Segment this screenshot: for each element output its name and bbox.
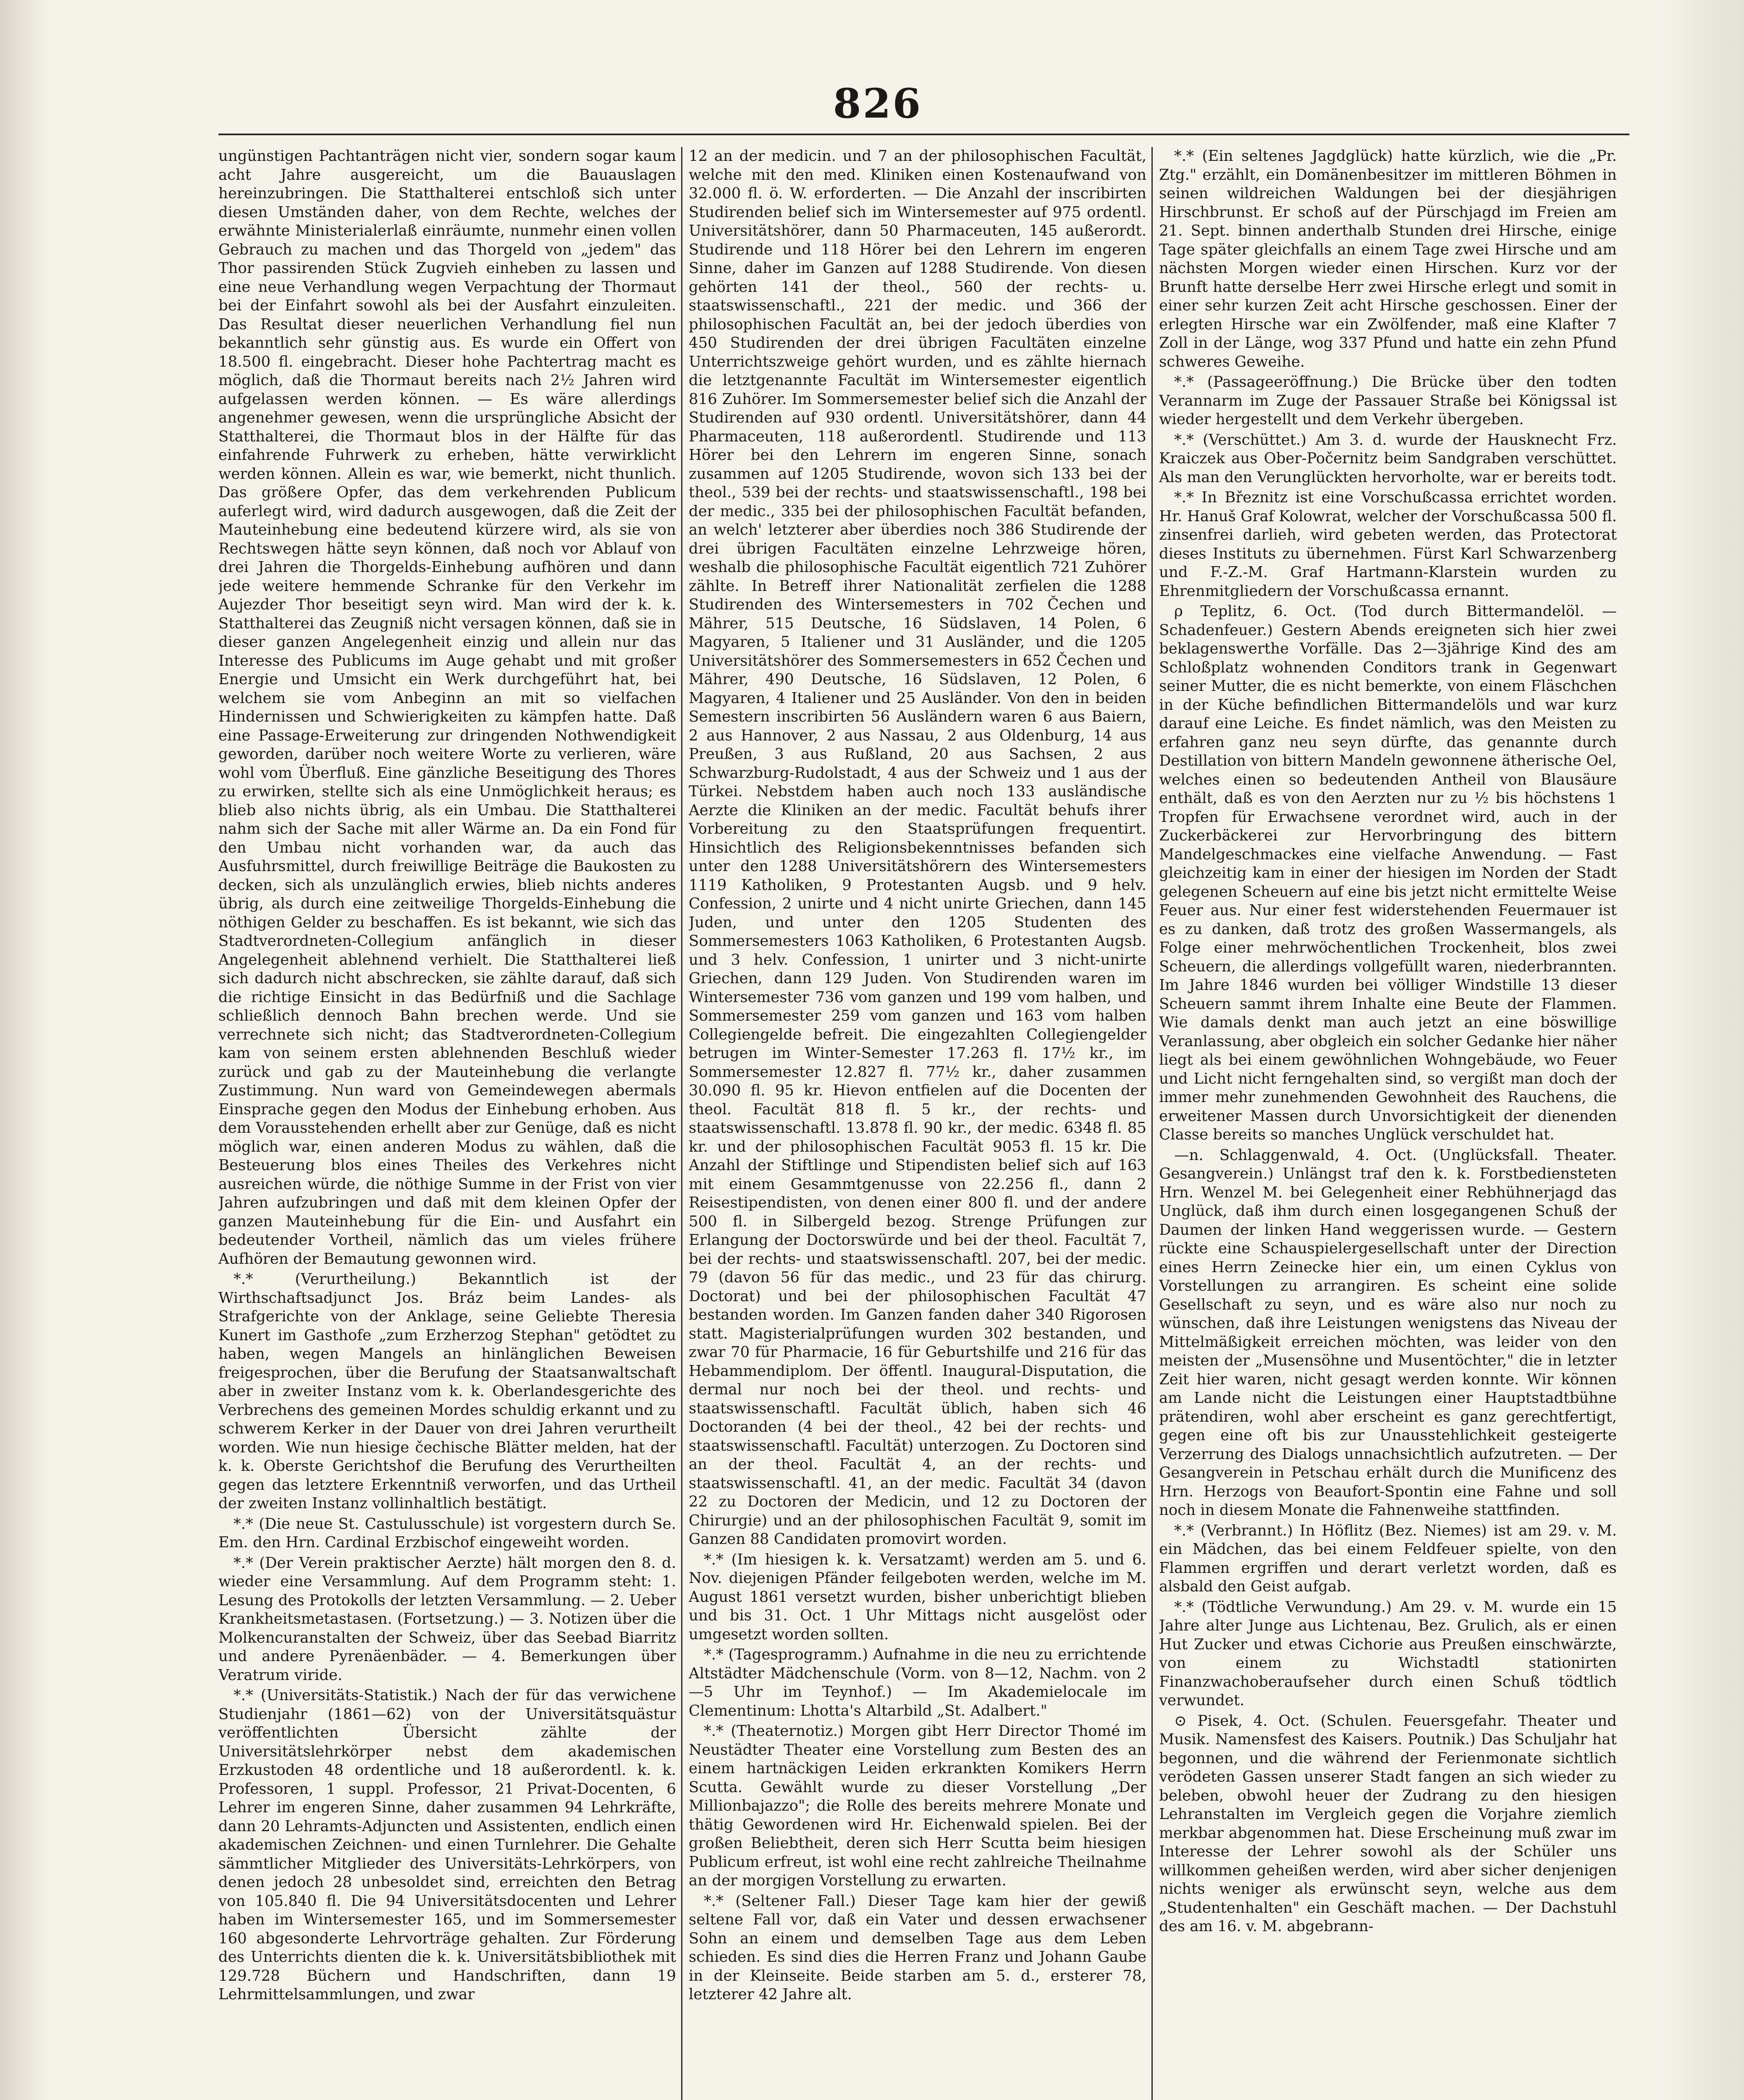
column-1 [218, 147, 676, 2100]
article-text: *.* (Passageeröffnung.) Die Brücke über den todten Verannarm im Zuge der Passauer Straße bei Königssal ist wieder hergestellt und dem Verkehr übergeben. [1159, 373, 1617, 428]
article-text: *.* (Verurtheilung.) Bekanntlich ist der Wirthschaftsadjunct Jos. Bráz beim Landes- als Strafgerichte von der Anklage, seine Geliebte Theresia Kunert im Gasthofe „zum Erzherzog Stephan" getödtet zu haben, wegen Mangels an hinlänglichen Beweisen freigesprochen, über die Berufung der Staatsanwaltschaft aber in zweiter Instanz vom k. k. Oberlandesgerichte des Verbrechens des gemeinen Mordes schuldig erkannt und zu schwerem Kerker in der Dauer von drei Jahren verurtheilt worden. Wie nun hiesige čechische Blätter melden, hat der k. k. Oberste Gerichtshof die Berufung des Verurtheilten gegen das letztere Erkenntniß verworfen, und das Urtheil der zweiten Instanz vollinhaltlich bestätigt. [218, 1270, 676, 1512]
page-binding-shadow [0, 0, 50, 2100]
article-text: ⊙ Pisek, 4. Oct. (Schulen. Feuersgefahr. Theater und Musik. Namensfest des Kaisers. Poutnik.) Das Schuljahr hat begonnen, und die während der Ferienmonate sichtlich verödeten Gassen unserer Stadt fangen an sich wieder zu beleben, obwohl heuer der Zudrang zu den hiesigen Lehranstalten im Vergleich gegen die Vorjahre ziemlich merkbar abgenommen hat. Diese Erscheinung muß zwar im Interesse der Lehrer sowohl als der Schüler uns willkommen geheißen werden, wird aber sicher denjenigen nichts weniger als erwünscht seyn, welche aus dem „Studentenhalten" ein Geschäft machen. — Der Dachstuhl des am 16. v. M. abgebrann- [1159, 1712, 1617, 1935]
page-edge-shadow [1660, 0, 1744, 2100]
column-rule [681, 147, 682, 2100]
article-text: —n. Schlaggenwald, 4. Oct. (Unglücksfall. Theater. Gesangverein.) Unlängst traf den k. k. Forstbediensteten Hrn. Wenzel M. bei Gelegenheit einer Rebhühnerjagd das Unglück, daß ihm durch einen losgegangenen Schuß der Daumen der linken Hand weggerissen wurde. — Gestern rückte eine Schauspielergesellschaft unter der Direction eines Herrn Zeinecke hier ein, um einen Cyklus von Vorstellungen zu arrangiren. Es scheint eine solide Gesellschaft zu seyn, und es wäre also nur noch zu wünschen, daß ihre Leistungen wenigstens das Niveau der Mittelmäßigkeit erreichen möchten, was leider von den meisten der „Musensöhne und Musentöchter," die in letzter Zeit hier waren, nicht gesagt werden konnte. Wir können am Lande nicht die Leistungen einer Hauptstadtbühne prätendiren, wohl aber erscheint es ganz gerechtfertigt, gegen eine oft bis zur Unausstehlichkeit gesteigerte Verzerrung des Dialogs unnachsichtlich aufzutreten. — Der Gesangverein in Petschau erhält durch die Munificenz des Hrn. Herzogs von Beaufort-Spontin eine Fahne und soll noch in diesem Monate die Fahnenweihe stattfinden. [1159, 1146, 1617, 1519]
article-text: *.* (Verschüttet.) Am 3. d. wurde der Hausknecht Frz. Kraiczek aus Ober-Počernitz beim Sandgraben verschüttet. Als man den Verunglückten hervorholte, war er bereits todt. [1159, 431, 1617, 486]
article-text: *.* In Březnitz ist eine Vorschußcassa errichtet worden. Hr. Hanuš Graf Kolowrat, welcher der Vorschußcassa 500 fl. zinsenfrei darlieh, wird gebeten werden, das Protectorat dieses Instituts zu übernehmen. Fürst Karl Schwarzenberg und F.-Z.-M. Graf Hartmann-Klarstein wurden zu Ehrenmitgliedern der Vorschußcassa ernannt. [1159, 489, 1617, 600]
article-text: *.* (Ein seltenes Jagdglück) hatte kürzlich, wie die „Pr. Ztg." erzählt, ein Domänenbesitzer im mittleren Böhmen in seinen wildreichen Waldungen bei der diesjährigen Hirschbrunst. Er schoß auf der Pürschjagd im Freien am 21. Sept. binnen anderthalb Stunden drei Hirsche, einige Tage später gleichfalls an einem Tage zwei Hirsche und am nächsten Morgen wieder einen Hirschen. Kurz vor der Brunft hatte derselbe Herr zwei Hirsche erlegt und somit in einer sehr kurzen Zeit acht Hirsche geschossen. Einer der erlegten Hirsche war ein Zwölfender, maß eine Klafter 7 Zoll in der Länge, wog 337 Pfund und hatte ein zehn Pfund schweres Geweihe. [1159, 147, 1617, 370]
page-number: 826 [833, 80, 923, 127]
column-rule [1151, 147, 1153, 2100]
article-text: *.* (Universitäts-Statistik.) Nach der für das verwichene Studienjahr (1861—62) von der Universitätsquästur veröffentlichten Übersicht zählte der Universitätslehrkörper nebst dem akademischen Erzkustoden 48 ordentliche und 18 außerordentl. k. k. Professoren, 1 suppl. Professor, 21 Privat-Docenten, 6 Lehrer im engeren Sinne, daher zusammen 94 Lehrkräfte, dann 20 Lehramts-Adjuncten und Assistenten, endlich einen akademischen Zeichnen- und einen Turnlehrer. Die Gehalte sämmtlicher Mitglieder des Universitäts-Lehrkörpers, von denen jedoch 28 unbesoldet sind, erreichten den Betrag von 105.840 fl. Die 94 Universitätsdocenten und Lehrer haben im Wintersemester 165, und im Sommersemester 160 abgesonderte Lehrvorträge gehalten. Zur Förderung des Unterrichts dienten die k. k. Universitätsbibliothek mit 129.728 Büchern und Handschriften, dann 19 Lehrmittelsammlungen, und zwar [218, 1687, 676, 2003]
article-text: 12 an der medicin. und 7 an der philosophischen Facultät, welche mit den med. Kliniken einen Kostenaufwand von 32.000 fl. ö. W. erforderten. — Die Anzahl der inscribirten Studirenden belief sich im Wintersemester auf 975 ordentl. Universitätshörer, dann 50 Pharmaceuten, 145 außerordt. Studirende und 118 Hörer bei den Lehrern im engeren Sinne, daher im Ganzen auf 1288 Studirende. Von diesen gehörten 141 der theol., 560 der rechts- u. staatswissenschaftl., 221 der medic. und 366 der philosophischen Facultät an, bei der jedoch überdies von 450 Studirenden der drei übrigen Facultäten einzelne Unterrichtszweige gehört wurden, und es zählte hiernach die letztgenannte Facultät im Wintersemester eigentlich 816 Zuhörer. Im Sommersemester belief sich die Anzahl der Studirenden auf 930 ordentl. Universitätshörer, dann 44 Pharmaceuten, 118 außerordentl. Studirende und 113 Hörer bei den Lehrern im engeren Sinne, sonach zusammen auf 1205 Studirende, wovon sich 133 bei der theol., 539 bei der rechts- und staatswissenschaftl., 198 bei der medic., 335 bei der philosophischen Facultät befanden, an welch' letzterer aber überdies noch 386 Studirende der drei übrigen Facultäten einzelne Lehrzweige hören, weshalb die philosophische Facultät eigentlich 721 Zuhörer zählte. In Betreff ihrer Nationalität zerfielen die 1288 Studirenden des Wintersemesters in 702 Čechen und Mährer, 515 Deutsche, 16 Südslaven, 14 Polen, 6 Magyaren, 5 Italiener und 31 Ausländer, und die 1205 Universitätshörer des Sommersemesters in 652 Čechen und Mährer, 490 Deutsche, 16 Südslaven, 12 Polen, 6 Magyaren, 4 Italiener und 25 Ausländer. Von den in beiden Semestern inscribirten 56 Ausländern waren 6 aus Baiern, 2 aus Hannover, 2 aus Nassau, 2 aus Oldenburg, 14 aus Preußen, 3 aus Rußland, 20 aus Sachsen, 2 aus Schwarzburg-Rudolstadt, 4 aus der Schweiz und 1 aus der Türkei. Nebstdem haben auch noch 133 ausländische Aerzte die Kliniken an der medic. Facultät behufs ihrer Vorbereitung zu den Staatsprüfungen frequentirt. Hinsichtlich des Religionsbekenntnisses befanden sich unter den 1288 Universitätshörern des Wintersemesters 1119 Katholiken, 9 Protestanten Augsb. und 9 helv. Confession, 2 unirte und 4 nicht unirte Griechen, dann 145 Juden, und unter den 1205 Studenten des Sommersemesters 1063 Katholiken, 6 Protestanten Augsb. und 3 helv. Confession, 1 unirter und 3 nicht-unirte Griechen, dann 129 Juden. Von Studirenden waren im Wintersemester 736 vom ganzen und 199 vom halben, und Sommersemester 259 vom ganzen und 163 vom halben Collegiengelde befreit. Die eingezahlten Collegiengelder betrugen im Winter-Semester 17.263 fl. 17½ kr., im Sommersemester 12.827 fl. 77½ kr., daher zusammen 30.090 fl. 95 kr. Hievon entfielen auf die Docenten der theol. Facultät 818 fl. 5 kr., der rechts- und staatswissenschaftl. 13.878 fl. 90 kr., der medic. 6348 fl. 85 kr. und der philosophischen Facultät 9053 fl. 15 kr. Die Anzahl der Stiftlinge und Stipendisten belief sich auf 163 mit einem Gesammtgenusse von 22.256 fl., dann 2 Reisestipendisten, von denen einer 800 fl. und der andere 500 fl. in Silbergeld bezog. Strenge Prüfungen zur Erlangung der Doctorswürde und bei der theol. Facultät 7, bei der rechts- und staatswissenschaftl. 207, bei der medic. 79 (davon 56 für das medic., und 23 für das chirurg. Doctorat) und bei der philosophischen Facultät 47 bestanden worden. Im Ganzen fanden daher 340 Rigorosen statt. Magisterialprüfungen wurden 302 bestanden, und zwar 70 für Pharmacie, 16 für Geburtshilfe und 216 für das Hebammendiplom. Der öffentl. Inaugural-Disputation, die dermal nur noch bei der theol. und rechts- und staatswissenschaftl. Facultät üblich, haben sich 46 Doctoranden (4 bei der theol., 42 bei der rechts- und staatswissenschaftl. Facultät) unterzogen. Zu Doctoren sind an der theol. Facultät 4, an der rechts- und staatswissenschaftl. 41, an der medic. Facultät 34 (davon 22 zu Doctoren der Medicin, und 12 zu Doctoren der Chirurgie) und an der philosophischen Facultät 9, somit im Ganzen 88 Candidaten promovirt worden. [689, 147, 1146, 1548]
article-text: *.* (Verbrannt.) In Höflitz (Bez. Niemes) ist am 29. v. M. ein Mädchen, das bei einem Feldfeuer spielte, von den Flammen ergriffen und derart verletzt worden, daß es alsbald den Geist aufgab. [1159, 1522, 1617, 1595]
article-text: *.* (Der Verein praktischer Aerzte) hält morgen den 8. d. wieder eine Versammlung. Auf dem Programm steht: 1. Lesung des Protokolls der letzten Versammlung. — 2. Ueber Krankheitsmetastasen. (Fortsetzung.) — 3. Notizen über die Molkencuranstalten der Schweiz, über das Seebad Biarritz und andere Pyrenäenbäder. — 4. Bemerkungen über Veratrum viride. [218, 1554, 676, 1684]
article-text: *.* (Im hiesigen k. k. Versatzamt) werden am 5. und 6. Nov. diejenigen Pfänder feilgeboten werden, welche im M. August 1861 versetzt wurden, bisher unberichtigt blieben und bis 31. Oct. 1 Uhr Mittags nicht ausgelöst oder umgesetzt worden sollten. [689, 1551, 1146, 1643]
article-text: ρ Teplitz, 6. Oct. (Tod durch Bittermandelöl. — Schadenfeuer.) Gestern Abends ereigneten sich hier zwei beklagenswerthe Vorfälle. Das 2—3jährige Kind des am Schloßplatz wohnenden Conditors trank in Gegenwart seiner Mutter, die es nicht bemerkte, von einem Fläschchen in der Küche befindlichen Bittermandelöls und war kurz darauf eine Leiche. Es findet nämlich, was den Meisten zu erfahren ganz neu seyn dürfte, das genannte durch Destillation von bittern Mandeln gewonnene ätherische Oel, welches einen so bedeutenden Antheil von Blausäure enthält, daß es von den Aerzten nur zu ½ bis höchstens 1 Tropfen für Erwachsene verordnet wird, auch in der Zuckerbäckerei zur Hervorbringung des bittern Mandelgeschmackes eine vielfache Anwendung. — Fast gleichzeitig kam in einer der hiesigen im Norden der Stadt gelegenen Scheuern auf eine bis jetzt nicht ermittelte Weise Feuer aus. Nur einer fest widerstehenden Feuermauer ist es zu danken, daß trotz des großen Wassermangels, als Folge einer mehrwöchentlichen Trockenheit, blos zwei Scheuern, die allerdings vollgefüllt waren, niederbrannten. Im Jahre 1846 wurden bei völliger Windstille 13 dieser Scheuern sammt ihrem Inhalte eine Beute der Flammen. Wie damals denkt man auch jetzt an eine böswillige Veranlassung, aber obgleich ein solcher Gedanke hier näher liegt als bei einem gewöhnlichen Wohngebäude, wo Feuer und Licht nicht ferngehalten sind, so vergißt man doch der immer mehr zunehmenden Gewohnheit des Rauchens, die erweitener Massen durch Unvorsichtigkeit der dienenden Classe bereits so manches Unglück verschuldet hat. [1159, 603, 1617, 1143]
column-2 [689, 147, 1146, 2100]
article-text: *.* (Theaternotiz.) Morgen gibt Herr Director Thomé im Neustädter Theater eine Vorstellung zum Besten des an einem hartnäckigen Leiden erkrankten Komikers Herrn Scutta. Gewählt wurde zu dieser Vorstellung „Der Millionbajazzo"; die Rolle des bereits mehrere Monate und thätig Gewordenen wird Hr. Eichenwald spielen. Bei der großen Beliebtheit, deren sich Herr Scutta beim hiesigen Publicum erfreut, ist wohl eine recht zahlreiche Theilnahme an der morgigen Vorstellung zu erwarten. [689, 1722, 1146, 1889]
article-text: *.* (Seltener Fall.) Dieser Tage kam hier der gewiß seltene Fall vor, daß ein Vater und dessen erwachsener Sohn an einem und demselben Tage aus dem Leben schieden. Es sind dies die Herren Franz und Johann Gaube in der Kleinseite. Beide starben am 5. d., ersterer 78, letzterer 42 Jahre alt. [689, 1892, 1146, 2003]
article-text: ungünstigen Pachtanträgen nicht vier, sondern sogar kaum acht Jahre ausgereicht, um die Bauauslagen hereinzubringen. Die Statthalterei entschloß sich unter diesen Umständen daher, von dem Rechte, welches der erwähnte Ministerialerlaß einräumte, nunmehr einen vollen Gebrauch zu machen und das Thorgeld von „jedem" das Thor passirenden Stück Zugvieh einheben zu lassen und eine neue Verhandlung wegen Verpachtung der Thormaut bei der Einfahrt sowohl als bei der Ausfahrt einzuleiten. Das Resultat dieser neuerlichen Verhandlung fiel nun bekanntlich sehr günstig aus. Es wurde ein Offert von 18.500 fl. eingebracht. Dieser hohe Pachtertrag macht es möglich, daß die Thormaut bereits nach 2½ Jahren wird aufgelassen werden können. — Es wäre allerdings angenehmer gewesen, wenn die ursprüngliche Absicht der Statthalterei, die Thormaut blos in der Hälfte für das einfahrende Fuhrwerk zu erheben, hätte verwirklicht werden können. Allein es war, wie bemerkt, nicht thunlich. Das größere Opfer, das dem verkehrenden Publicum auferlegt wird, wird dadurch ausgewogen, daß die Zeit der Mauteinhebung eine bedeutend kürzere wird, als sie von Rechtswegen hätte seyn können, daß noch vor Ablauf von drei Jahren die Thorgelds-Einhebung aufhören und dann jede weitere hemmende Schranke für den Verkehr im Aujezder Thor beseitigt seyn wird. Man wird der k. k. Statthalterei das Zeugniß nicht versagen können, daß sie in dieser ganzen Angelegenheit einzig und allein nur das Interesse des Publicums im Auge gehabt und mit großer Energie und Umsicht ein Werk durchgeführt hat, bei welchem sie vom Anbeginn an mit so vielfachen Hindernissen und Schwierigkeiten zu kämpfen hatte. Daß eine Passage-Erweiterung zur dringenden Nothwendigkeit geworden, darüber noch weitere Worte zu verlieren, wäre wohl vom Überfluß. Eine gänzliche Beseitigung des Thores zu erwirken, stellte sich als eine Unmöglichkeit heraus; es blieb also nichts übrig, als ein Umbau. Die Statthalterei nahm sich der Sache mit aller Wärme an. Da ein Fond für den Umbau nicht vorhanden war, da auch das Ausfuhrsmittel, durch freiwillige Beiträge die Baukosten zu decken, sich als unzulänglich erwies, blieb nichts anderes übrig, als durch eine zeitweilige Thorgelds-Einhebung die nöthigen Gelder zu beschaffen. Es ist bekannt, wie sich das Stadtverordneten-Collegium anfänglich in dieser Angelegenheit ablehnend verhielt. Die Statthalterei ließ sich dadurch nicht abschrecken, sie zählte darauf, daß sich die richtige Einsicht in das Bedürfniß und die Sachlage schließlich dennoch Bahn brechen werde. Und sie verrechnete sich nicht; das Stadtverordneten-Collegium kam von seinem ersten ablehnenden Beschluß wieder zurück und gab zu der Mauteinhebung die verlangte Zustimmung. Nun ward von Gemeindewegen abermals Einsprache gegen den Modus der Einhebung erhoben. Aus dem Vorausstehenden erhellt aber zur Genüge, daß es nicht möglich war, einen anderen Modus zu wählen, daß die Besteuerung blos eines Theiles des Verkehres nicht ausreichen würde, die nöthige Summe in der Frist von vier Jahren aufzubringen und daß mit dem kleinen Opfer der ganzen Mauteinhebung für die Ein- und Ausfahrt ein bedeutender Vortheil, nämlich das um vieles frühere Aufhören der Bemautung gewonnen wird. [218, 147, 676, 1268]
article-text: *.* (Die neue St. Castulusschule) ist vorgestern durch Se. Em. den Hrn. Cardinal Erzbischof eingeweiht worden. [218, 1515, 676, 1551]
article-text: *.* (Tödtliche Verwundung.) Am 29. v. M. wurde ein 15 Jahre alter Junge aus Lichtenau, Bez. Grulich, als er einen Hut Zucker und etwas Cichorie aus Preußen einschwärzte, von einem zu Wichstadtl stationirten Finanzwachoberaufseher durch einen Schuß tödtlich verwundet. [1159, 1598, 1617, 1709]
header-rule [218, 134, 1629, 135]
column-3 [1159, 147, 1617, 2100]
article-text: *.* (Tagesprogramm.) Aufnahme in die neu zu errichtende Altstädter Mädchenschule (Vorm. von 8—12, Nachm. von 2—5 Uhr im Teynhof.) — Im Akademielocale im Clementinum: Lhotta's Altarbild „St. Adalbert." [689, 1646, 1146, 1719]
